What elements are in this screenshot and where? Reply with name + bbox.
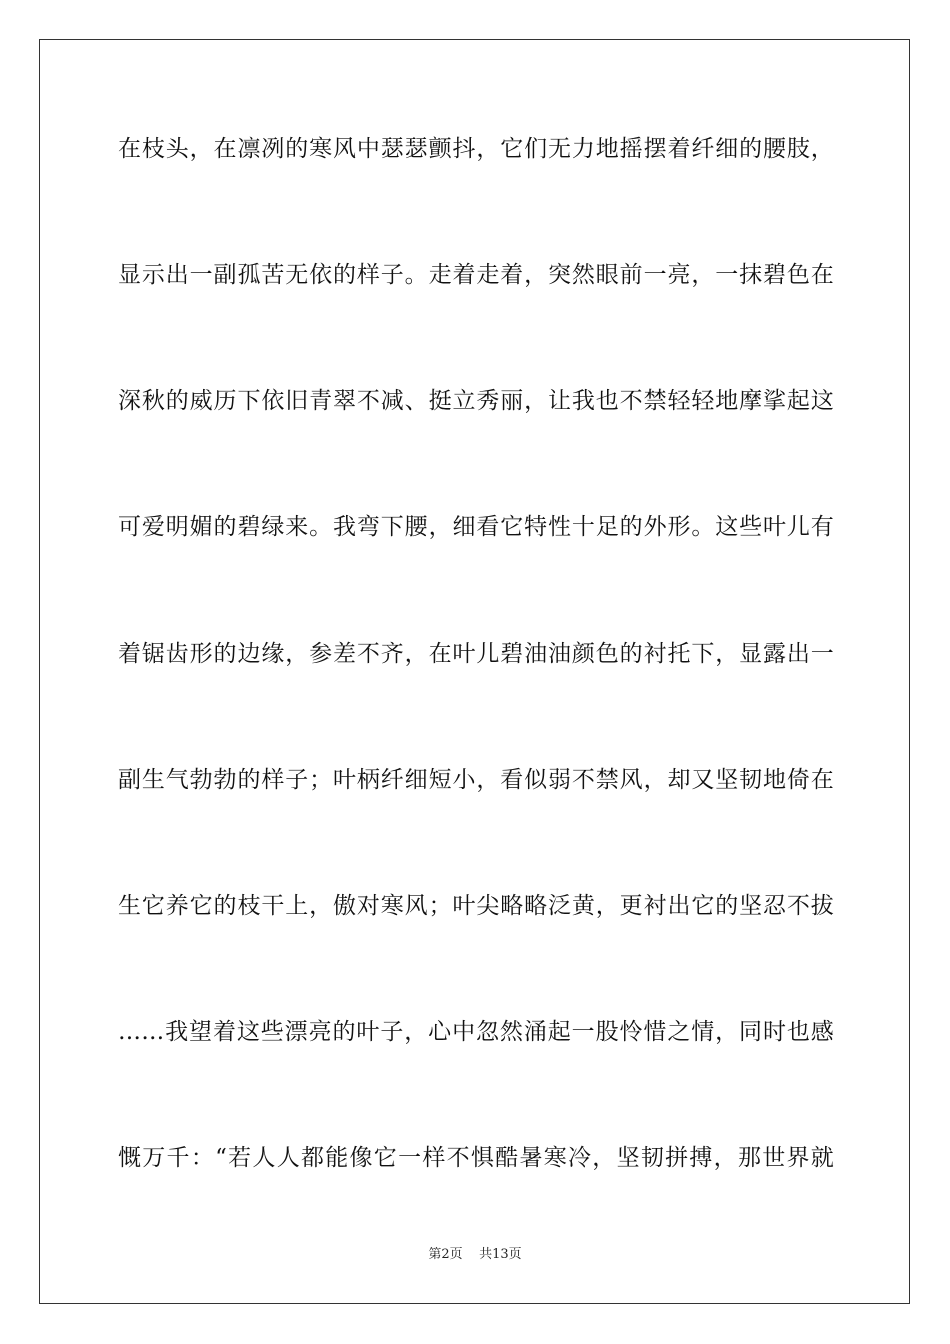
text-line: ……我望着这些漂亮的叶子，心中忽然涌起一股怜惜之情，同时也感 [118,1019,834,1045]
text-line: 副生气勃勃的样子；叶柄纤细短小，看似弱不禁风，却又坚韧地倚在 [118,767,834,793]
text-line: 慨万千：“若人人都能像它一样不惧酷暑寒冷，坚韧拼搏，那世界就 [118,1145,834,1171]
text-line: 显示出一副孤苦无依的样子。走着走着，突然眼前一亮，一抹碧色在 [118,262,834,288]
text-line: 可爱明媚的碧绿来。我弯下腰，细看它特性十足的外形。这些叶儿有 [118,514,834,540]
page-number: 第2页 共13页 [428,1247,522,1262]
text-line: 着锯齿形的边缘，参差不齐，在叶儿碧油油颜色的衬托下，显露出一 [118,641,834,667]
text-line: 深秋的威历下依旧青翠不减、挺立秀丽，让我也不禁轻轻地摩挲起这 [118,388,834,414]
text-line: 生它养它的枝干上，傲对寒风；叶尖略略泛黄，更衬出它的坚忍不拔 [118,893,834,919]
text-line: 在枝头，在凛冽的寒风中瑟瑟颤抖，它们无力地摇摆着纤细的腰肢， [118,136,834,162]
